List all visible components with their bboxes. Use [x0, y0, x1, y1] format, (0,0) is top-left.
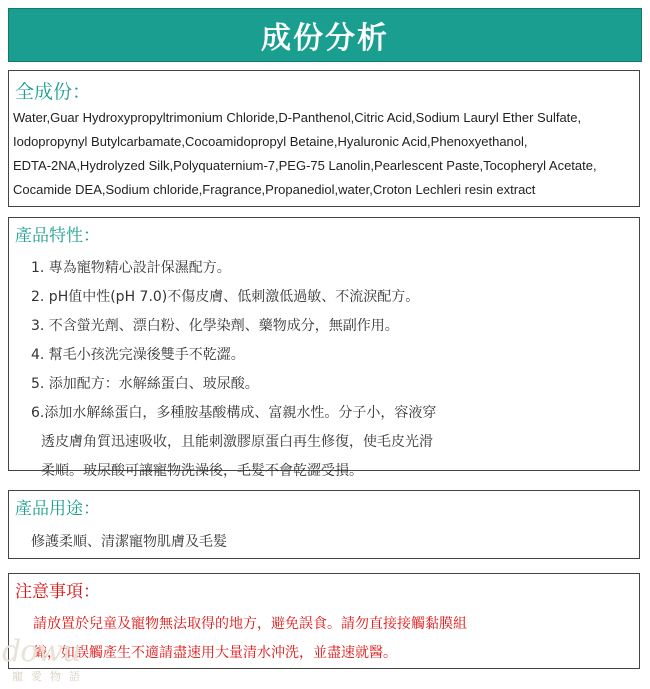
notice-line: 織，如誤觸產生不適請盡速用大量清水沖洗，並盡速就醫。	[33, 645, 397, 661]
feature-item: 4. 幫毛小孩洗完澡後雙手不乾澀。	[31, 347, 245, 363]
features-section	[8, 217, 640, 479]
feature-item: 2. pH值中性(pH 7.0)不傷皮膚、低刺激低過敏、不流淚配方。	[31, 289, 420, 305]
brand-logo-watermark	[2, 634, 122, 686]
ingredients-line: Iodopropynyl Butylcarbamate,Cocoamidopropyl Betaine,Hyaluronic Acid,Phenoxyethanol,	[13, 134, 528, 149]
usage-text: 修護柔順、清潔寵物肌膚及毛髮	[31, 534, 227, 550]
notice-text	[33, 610, 639, 668]
ingredients-line: Water,Guar Hydroxypropyltrimonium Chloride,D-Panthenol,Citric Acid,Sodium Lauryl Ether Sulfate,	[13, 110, 582, 125]
features-list	[31, 254, 639, 486]
notice-line: 請放置於兒童及寵物無法取得的地方，避免誤食。請勿直接接觸黏膜組	[33, 616, 467, 632]
feature-item: 5. 添加配方：水解絲蛋白、玻尿酸。	[31, 376, 259, 392]
notice-title: 注意事項：	[15, 582, 100, 602]
ingredients-title: 全成份：	[15, 81, 92, 103]
ingredients-line: Cocamide DEA,Sodium chloride,Fragrance,Propanediol,water,Croton Lechleri resin extract	[13, 182, 536, 197]
usage-title: 產品用途：	[15, 499, 100, 519]
feature-item-continued: 柔順。玻尿酸可讓寵物洗澡後，毛髮不會乾澀受損。	[41, 463, 363, 479]
logo-word: dowu	[2, 634, 81, 669]
header-banner	[8, 8, 642, 62]
feature-item: 1. 專為寵物精心設計保濕配方。	[31, 260, 231, 276]
ingredients-section	[8, 70, 640, 207]
usage-section	[8, 490, 640, 559]
logo-subtitle: 寵愛物語	[12, 670, 88, 683]
feature-item: 3. 不含螢光劑、漂白粉、化學染劑、藥物成分，無副作用。	[31, 318, 399, 334]
features-title: 產品特性：	[15, 226, 100, 246]
ingredients-list	[13, 106, 639, 202]
feature-item: 6.添加水解絲蛋白，多種胺基酸構成、富親水性。分子小，容液穿	[31, 405, 437, 421]
feature-item-continued: 透皮膚角質迅速吸收，且能刺激膠原蛋白再生修復，使毛皮光滑	[41, 434, 433, 450]
ingredients-line: EDTA-2NA,Hydrolyzed Silk,Polyquaternium-7,PEG-75 Lanolin,Pearlescent Paste,Tocopheryl Acetate,	[13, 158, 597, 173]
page-title: 成份分析	[261, 21, 389, 56]
